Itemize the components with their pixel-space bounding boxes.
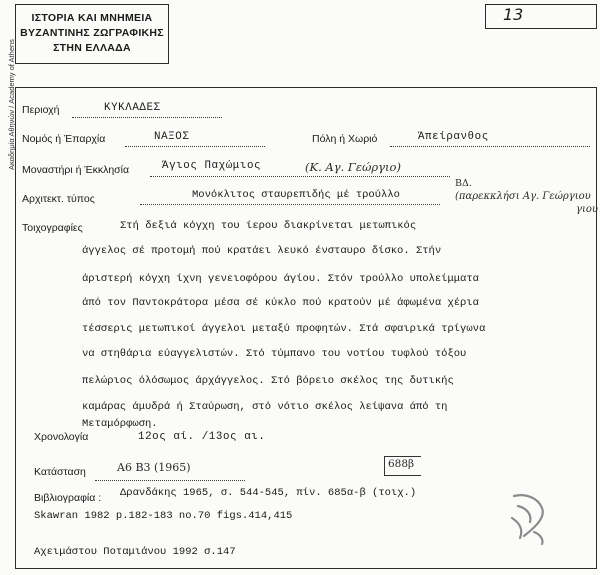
periochi-underline — [72, 117, 222, 118]
poli-label: Πόλη ή Χωριό — [312, 133, 378, 145]
poli-underline — [390, 146, 590, 147]
bibliografia-line-1: Δρανδάκης 1965, σ. 544-545, πίν. 685α-β (τοιχ.) — [120, 487, 417, 499]
nomos-underline — [125, 146, 265, 147]
bibliografia-label: Βιβλιογραφία : — [34, 492, 102, 504]
architype-value: Μονόκλιτος σταυρεπιδής μέ τρούλλο — [192, 189, 400, 201]
header-line3: ΣΤΗΝ ΕΛΛΑΔΑ — [53, 42, 131, 54]
moni-note: (Κ. Αγ. Γεώργιο) — [305, 160, 401, 174]
card-number-box — [485, 4, 597, 29]
stamp-mark — [504, 488, 564, 548]
periochi-label: Περιοχή — [22, 104, 60, 116]
toichografies-line-9: Μεταμόρφωση. — [82, 418, 158, 430]
toichografies-label: Τοιχογραφίες — [22, 222, 83, 234]
chronologia-value: 12ος αί. /13ος αι. — [138, 431, 266, 443]
toichografies-line-4: άπό τον Παντοκράτορα μέσα σέ κύκλο πού κρατούν μέ άφωμένα χέρια — [82, 297, 479, 309]
moni-underline — [150, 176, 450, 177]
periochi-value: ΚΥΚΛΑΔΕΣ — [104, 102, 161, 114]
toichografies-line-6: να στηθάρια εύαγγελιστών. Στό τύμπανο του νοτίου τυφλού τόξου — [82, 348, 467, 360]
katastasi-underline — [95, 480, 245, 481]
toichografies-line-8: καμάρας άμυδρά ή Σταύρωση, στό νότιο σκέλος λείψανα άπό τη — [82, 401, 448, 413]
toichografies-line-2: άγγελος σέ προτομή πού κρατάει λευκό ένσταυρο δίσκο. Στήν — [82, 245, 442, 257]
toichografies-line-1: Στή δεξιά κόγχη του ίερου διακρίνεται μετωπικός — [120, 220, 417, 232]
toichografies-line-7: πελώριος όλόσωμος άρχάγγελος. Στό βόρειο σκέλος της δυτικής — [82, 375, 454, 387]
poli-value: Άπείρανθος — [418, 131, 489, 143]
architype-label: Αρχιτεκτ. τύπος — [22, 193, 95, 205]
architype-note-top: ΒΔ. — [455, 178, 472, 189]
card-number: 13 — [503, 5, 524, 24]
bibliografia-note: 688β — [388, 458, 415, 470]
katastasi-value: Α6 Β3 (1965) — [117, 461, 191, 474]
moni-label: Μοναστήρι ή Έκκλησία — [22, 164, 130, 176]
header-line1: ΙΣΤΟΡΙΑ ΚΑΙ ΜΝΗΜΕΙΑ — [31, 12, 153, 24]
architype-note-end: γιου — [576, 204, 598, 215]
bibliografia-line-3: Αχειμάστου Ποταμιάνου 1992 σ.147 — [34, 546, 236, 558]
architype-underline — [140, 204, 440, 205]
toichografies-line-5: τέσσερις μετωπικοί άγγελοι μεταξύ προφητών. Στά σφαιρικά τρίγωνα — [82, 323, 486, 335]
side-credit — [1, 18, 16, 178]
moni-value: Άγιος Παχώμιος — [162, 160, 262, 172]
bibliografia-line-2: Skawran 1982 p.182-183 no.70 figs.414,415 — [34, 510, 293, 522]
nomos-label: Νομός ή Έπαρχία — [22, 133, 106, 145]
header-line2: ΒΥΖΑΝΤΙΝΗΣ ΖΩΓΡΑΦΙΚΗΣ — [20, 27, 164, 39]
toichografies-line-3: άριστερή κόγχη ίχνη γενειοφόρου άγίου. Στόν τρούλλο υπολείμματα — [82, 273, 479, 285]
nomos-value: ΝΑΞΟΣ — [154, 131, 190, 143]
architype-note: (παρεκκλήσι Αγ. Γεώργιου — [455, 191, 591, 202]
side-credit-text: Ακαδημία Αθηνών / Academy of Athens — [7, 39, 16, 170]
katastasi-label: Κατάσταση — [34, 466, 86, 478]
chronologia-label: Χρονολογία — [34, 431, 89, 443]
